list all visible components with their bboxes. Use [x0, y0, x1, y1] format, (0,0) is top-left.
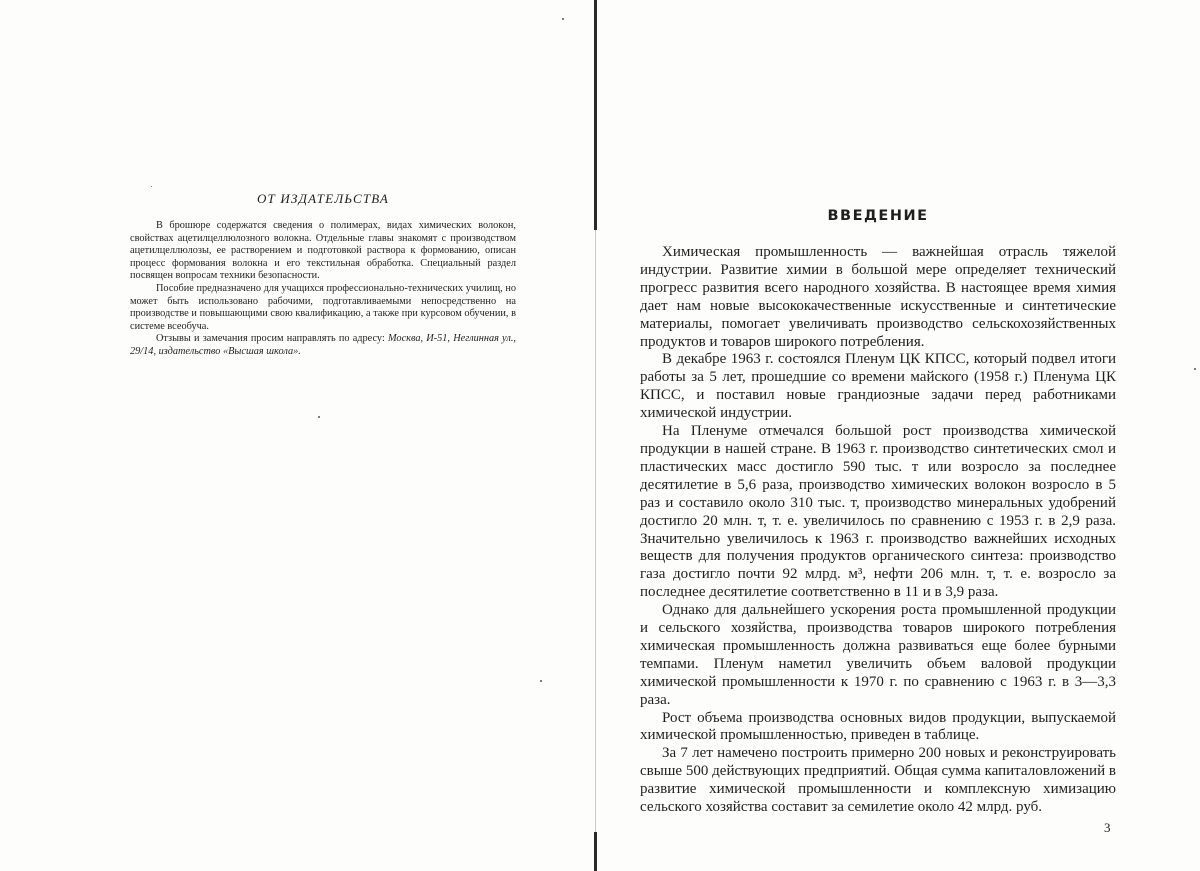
introduction-paragraph: За 7 лет намечено построить примерно 200 новых и реконструировать свыше 500 действующих предприятий. Общая сумма капиталовложений в развитие химической промышленности и комплексную химизацию сельского хозяйства составит за семилетие около 42 млрд. руб.	[640, 745, 1116, 816]
introduction-paragraph: Рост объема производства основных видов продукции, выпускаемой химической промышленностью, приведен в таблице.	[640, 709, 1116, 744]
scan-speck	[318, 416, 320, 418]
publisher-note-body	[130, 220, 516, 359]
publisher-paragraph: Пособие предназначено для учащихся профессионально-технических училищ, но может быть использовано рабочими, подготавливаемыми непосредственно на производстве и повышающими свою квалификацию, а также при курсовом обучении, в системе всеобуча.	[130, 282, 516, 332]
publisher-paragraph: В брошюре содержатся сведения о полимерах, видах химических волокон, свойствах ацетилцеллюлозного волокна. Отдельные главы знакомят с производством ацетилцеллюлозы, ее растворением и подготовкой раствора к формованию, описан процесс формования волокна и его текстильная обработка. Специальный раздел посвящен вопросам техники безопасности.	[130, 220, 516, 282]
introduction-body	[640, 244, 1116, 817]
page-number: 3	[1104, 820, 1111, 835]
introduction-heading: ВВЕДЕНИЕ	[827, 208, 929, 224]
publisher-address-prompt: Отзывы и замечания просим направлять по адресу:	[156, 333, 385, 345]
introduction-paragraph: Однако для дальнейшего ускорения роста промышленной продукции и сельского хозяйства, производства товаров широкого потребления химическая промышленность должна развиваться еще более бурными темпами. Пленум наметил увеличить объем валовой продукции химической промышленности к 1970 г. по сравнению с 1963 г. в 3—3,3 раза.	[640, 602, 1116, 708]
scan-speck	[540, 680, 542, 682]
scan-speck	[562, 18, 564, 20]
scan-speck	[151, 186, 152, 187]
publisher-note-heading: ОТ ИЗДАТЕЛЬСТВА	[256, 191, 390, 206]
introduction-paragraph: Химическая промышленность — важнейшая отрасль тяжелой индустрии. Развитие химии в большой мере определяет технический прогресс развития всего народного хозяйства. В настоящее время химия дает нам новые высококачественные искусственные и синтетические материалы, помогает увеличивать производство сельскохозяйственных продуктов и товаров широкого потребления.	[640, 244, 1116, 350]
gutter-shadow-lower	[594, 832, 597, 871]
scan-speck	[1194, 368, 1196, 370]
left-page	[0, 0, 594, 871]
publisher-paragraph	[130, 333, 516, 358]
gutter-line	[595, 230, 596, 832]
publisher-address: Москва, И-51, Неглинная ул., 29/14, издательство «Высшая школа».	[130, 333, 516, 357]
introduction-paragraph: В декабре 1963 г. состоялся Пленум ЦК КПСС, который подвел итоги работы за 5 лет, прошедшие со времени майского (1958 г.) Пленума ЦК КПСС, и поставил новые грандиозные задачи перед работниками химической индустрии.	[640, 351, 1116, 422]
gutter-shadow	[594, 0, 597, 230]
introduction-paragraph: На Пленуме отмечался большой рост производства химической продукции в нашей стране. В 1963 г. производство синтетических смол и пластических масс достигло 590 тыс. т или возросло за последнее десятилетие в 5,6 раза, производство химических волокон возросло в 5 раз и составило около 310 тыс. т, производство минеральных удобрений достигло 20 млн. т, т. е. увеличилось по сравнению с 1953 г. в 2,9 раза. Значительно увеличилось к 1963 г. производство важнейших исходных веществ для получения продуктов органического синтеза: производство газа достигло почти 92 млрд. м³, нефти 206 млн. т, т. е. возросло за последнее десятилетие соответственно в 11 и в 3,9 раза.	[640, 423, 1116, 601]
